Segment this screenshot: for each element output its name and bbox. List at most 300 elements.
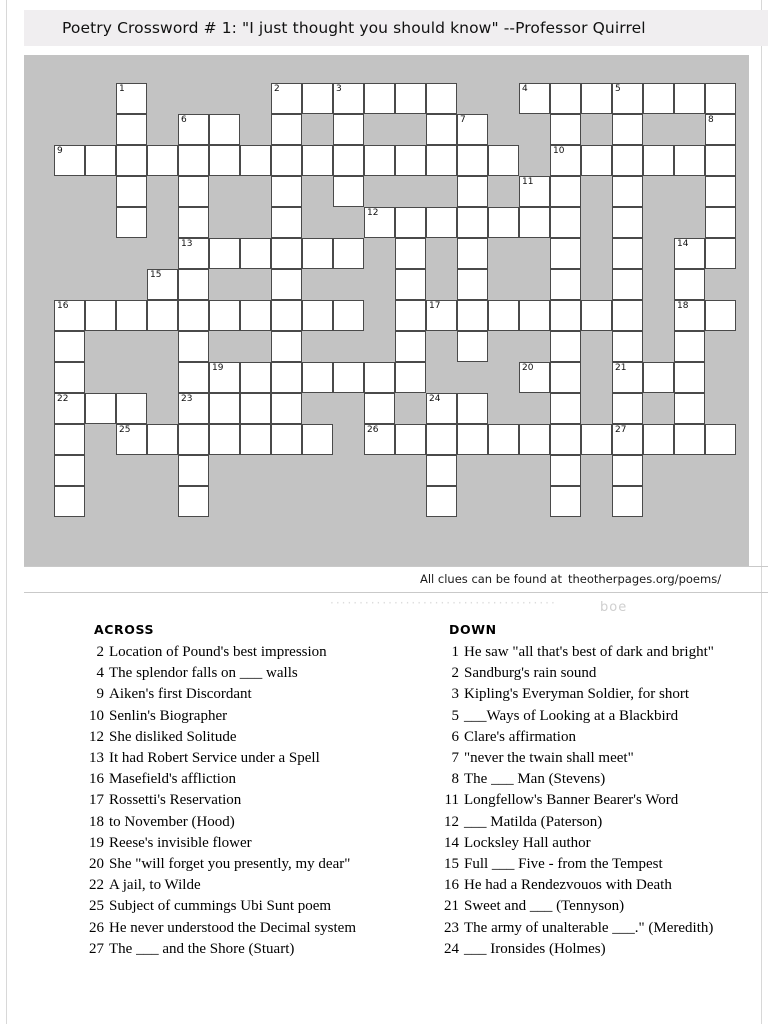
clue-item[interactable] [435, 812, 765, 833]
left-margin-rule [6, 0, 7, 1024]
clue-number: 21 [444, 898, 459, 915]
grid-cell[interactable] [705, 424, 736, 455]
cell-number: 17 [429, 301, 441, 311]
clue-number: 19 [89, 834, 104, 851]
clue-source-url[interactable]: theotherpages.org/poems/ [567, 572, 722, 586]
grid-cell[interactable] [426, 207, 457, 238]
grid-cell[interactable] [519, 362, 550, 393]
cell-number: 9 [57, 146, 63, 156]
clue-number: 24 [444, 940, 459, 957]
grid-cell[interactable] [333, 83, 364, 114]
clue-item[interactable] [435, 833, 765, 854]
clue-number: 12 [444, 813, 459, 830]
clue-item[interactable] [80, 642, 440, 663]
grid-cell[interactable] [643, 83, 674, 114]
grid-cell[interactable] [395, 207, 426, 238]
grid-cell[interactable] [178, 114, 209, 145]
grid-cell[interactable] [550, 83, 581, 114]
grid-cell[interactable] [581, 145, 612, 176]
clue-item[interactable] [80, 812, 440, 833]
clue-item[interactable] [80, 833, 440, 854]
grid-cell[interactable] [85, 393, 116, 424]
grid-cell[interactable] [116, 176, 147, 207]
clue-text: Location of Pound's best impression [109, 644, 327, 660]
grid-cell[interactable] [457, 300, 488, 331]
grid-cell[interactable] [147, 424, 178, 455]
grid-cell[interactable] [457, 331, 488, 362]
grid-cell[interactable] [395, 145, 426, 176]
grid-cell[interactable] [426, 455, 457, 486]
grid-cell[interactable] [488, 207, 519, 238]
across-clue-list [80, 642, 440, 960]
grid-cell[interactable] [54, 393, 85, 424]
cell-number: 10 [553, 146, 565, 156]
clue-text: Aiken's first Discordant [109, 686, 252, 703]
clue-number: 3 [451, 686, 459, 703]
grid-cell[interactable] [612, 455, 643, 486]
grid-cell[interactable] [612, 176, 643, 207]
clue-text: "never the twain shall meet" [464, 750, 634, 767]
grid-cell[interactable] [705, 238, 736, 269]
grid-cell[interactable] [581, 424, 612, 455]
clue-text: Sweet and ___ (Tennyson) [464, 898, 625, 915]
clue-number: 25 [89, 898, 104, 915]
clue-number: 22 [89, 877, 104, 894]
clue-text: Clare's affirmation [464, 728, 576, 745]
grid-cell[interactable] [705, 114, 736, 145]
grid-cell[interactable] [302, 83, 333, 114]
grid-cell[interactable] [147, 145, 178, 176]
faint-artifact-text: boe [600, 600, 628, 615]
grid-cell[interactable] [209, 238, 240, 269]
grid-cell[interactable] [271, 176, 302, 207]
grid-cell[interactable] [426, 486, 457, 517]
grid-cell[interactable] [209, 300, 240, 331]
grid-cell[interactable] [209, 393, 240, 424]
grid-cell[interactable] [550, 114, 581, 145]
grid-cell[interactable] [550, 331, 581, 362]
grid-cell[interactable] [178, 145, 209, 176]
grid-cell[interactable] [457, 145, 488, 176]
clue-number: 26 [89, 919, 104, 936]
grid-cell[interactable] [581, 300, 612, 331]
clue-number: 10 [89, 707, 104, 724]
cell-number: 11 [522, 177, 534, 187]
grid-cell[interactable] [333, 362, 364, 393]
grid-cell[interactable] [271, 269, 302, 300]
grid-cell[interactable] [178, 331, 209, 362]
cell-number: 24 [429, 394, 441, 404]
clue-text: The army of unalterable ___." (Meredith) [464, 919, 714, 936]
grid-cell[interactable] [271, 83, 302, 114]
grid-cell[interactable] [271, 114, 302, 145]
grid-cell[interactable] [674, 300, 705, 331]
grid-cell[interactable] [178, 238, 209, 269]
clue-item[interactable] [80, 918, 440, 939]
grid-cell[interactable] [550, 238, 581, 269]
grid-cell[interactable] [302, 300, 333, 331]
grid-cell[interactable] [116, 145, 147, 176]
grid-cell[interactable] [612, 300, 643, 331]
grid-cell[interactable] [333, 145, 364, 176]
grid-cell[interactable] [612, 486, 643, 517]
grid-cell[interactable] [612, 238, 643, 269]
clue-item[interactable] [80, 896, 440, 917]
cell-number: 5 [615, 84, 621, 94]
cell-number: 22 [57, 394, 69, 404]
grid-cell[interactable] [271, 207, 302, 238]
clue-item[interactable] [80, 875, 440, 896]
grid-cell[interactable] [271, 393, 302, 424]
cell-number: 8 [708, 115, 714, 125]
grid-cell[interactable] [457, 176, 488, 207]
clue-text: Rossetti's Reservation [109, 792, 242, 809]
grid-cell[interactable] [457, 269, 488, 300]
grid-cell[interactable] [550, 176, 581, 207]
grid-cell[interactable] [178, 393, 209, 424]
grid-cell[interactable] [116, 300, 147, 331]
grid-cell[interactable] [364, 145, 395, 176]
grid-cell[interactable] [178, 486, 209, 517]
grid-cell[interactable] [209, 145, 240, 176]
clue-item[interactable] [80, 854, 440, 875]
grid-cell[interactable] [395, 424, 426, 455]
cell-number: 12 [367, 208, 379, 218]
clue-number: 16 [89, 771, 104, 788]
grid-cell[interactable] [550, 486, 581, 517]
grid-cell[interactable] [271, 145, 302, 176]
cell-number: 6 [181, 115, 187, 125]
clue-item[interactable] [435, 790, 765, 811]
grid-cell[interactable] [302, 362, 333, 393]
clue-number: 1 [451, 644, 459, 660]
clue-text: Kipling's Everyman Soldier, for short [464, 686, 689, 703]
grid-cell[interactable] [426, 114, 457, 145]
grid-cell[interactable] [271, 424, 302, 455]
grid-cell[interactable] [457, 393, 488, 424]
cell-number: 14 [677, 239, 689, 249]
clue-item[interactable] [435, 663, 765, 684]
grid-cell[interactable] [674, 269, 705, 300]
clue-item[interactable] [435, 769, 765, 790]
grid-cell[interactable] [240, 300, 271, 331]
grid-cell[interactable] [550, 424, 581, 455]
clue-text: ___Ways of Looking at a Blackbird [464, 707, 679, 724]
clue-item[interactable] [80, 939, 440, 960]
grid-cell[interactable] [178, 362, 209, 393]
grid-cell[interactable] [457, 207, 488, 238]
grid-cell[interactable] [519, 83, 550, 114]
grid-cell[interactable] [271, 362, 302, 393]
clue-text: ___ Matilda (Paterson) [464, 813, 603, 830]
grid-cell[interactable] [85, 300, 116, 331]
grid-cell[interactable] [674, 393, 705, 424]
clue-text: Longfellow's Banner Bearer's Word [464, 792, 679, 809]
cell-number: 23 [181, 394, 193, 404]
grid-cell[interactable] [550, 145, 581, 176]
grid-cell[interactable] [426, 393, 457, 424]
grid-cell[interactable] [364, 207, 395, 238]
grid-cell[interactable] [178, 269, 209, 300]
clue-item[interactable] [80, 790, 440, 811]
grid-cell[interactable] [209, 114, 240, 145]
clue-number: 27 [89, 940, 104, 957]
across-heading: ACROSS [94, 622, 155, 637]
grid-cell[interactable] [364, 393, 395, 424]
grid-cell[interactable] [612, 331, 643, 362]
across-column [80, 622, 440, 960]
clue-item[interactable] [435, 642, 765, 663]
clue-source-text: All clues can be found at [420, 572, 562, 586]
clue-item[interactable] [80, 748, 440, 769]
clue-number: 7 [451, 750, 459, 767]
clue-text: The ___ Man (Stevens) [464, 771, 606, 788]
grid-cell[interactable] [581, 83, 612, 114]
clue-text: The ___ and the Shore (Stuart) [109, 940, 295, 957]
grid-cell[interactable] [457, 114, 488, 145]
grid-cell[interactable] [612, 269, 643, 300]
grid-cell[interactable] [395, 362, 426, 393]
cell-number: 19 [212, 363, 224, 373]
grid-cell[interactable] [612, 362, 643, 393]
grid-cell[interactable] [457, 424, 488, 455]
clue-text: The splendor falls on ___ walls [109, 665, 298, 682]
page-title: Poetry Crossword # 1: "I just thought you should know" --Professor Quirrel [62, 19, 646, 37]
clue-item[interactable] [435, 684, 765, 705]
grid-cell[interactable] [302, 145, 333, 176]
clue-number: 13 [89, 750, 104, 767]
clue-text: It had Robert Service under a Spell [109, 750, 320, 767]
clue-item[interactable] [80, 706, 440, 727]
grid-cell[interactable] [643, 362, 674, 393]
clue-text: She "will forget you presently, my dear" [109, 856, 351, 873]
grid-cell[interactable] [674, 145, 705, 176]
grid-cell[interactable] [54, 300, 85, 331]
grid-cell[interactable] [116, 207, 147, 238]
clue-number: 17 [89, 792, 104, 809]
grid-cell[interactable] [426, 300, 457, 331]
clue-text: Reese's invisible flower [109, 834, 252, 851]
grid-cell[interactable] [674, 424, 705, 455]
clue-text: He never understood the Decimal system [109, 919, 357, 936]
clue-item[interactable] [80, 769, 440, 790]
grid-cell[interactable] [240, 145, 271, 176]
clue-item[interactable] [435, 854, 765, 875]
grid-cell[interactable] [674, 238, 705, 269]
cell-number: 25 [119, 425, 131, 435]
clue-text: A jail, to Wilde [109, 877, 201, 894]
clue-number: 12 [89, 728, 104, 745]
grid-cell[interactable] [333, 114, 364, 145]
grid-cell[interactable] [612, 83, 643, 114]
grid-cell[interactable] [426, 424, 457, 455]
cell-number: 13 [181, 239, 193, 249]
clue-text: Masefield's affliction [109, 771, 236, 788]
grid-cell[interactable] [333, 238, 364, 269]
cell-number: 2 [274, 84, 280, 94]
clue-text: He had a Rendezvouos with Death [464, 877, 672, 894]
grid-cell[interactable] [705, 207, 736, 238]
grid-cell[interactable] [612, 145, 643, 176]
grid-cell[interactable] [705, 300, 736, 331]
grid-cell[interactable] [488, 424, 519, 455]
cell-number: 21 [615, 363, 627, 373]
grid-cell[interactable] [519, 424, 550, 455]
clue-item[interactable] [435, 896, 765, 917]
down-column [435, 622, 765, 960]
cell-number: 26 [367, 425, 379, 435]
down-heading: DOWN [449, 622, 497, 637]
crossword-grid[interactable] [24, 55, 749, 567]
grid-cell[interactable] [240, 424, 271, 455]
grid-cell[interactable] [147, 269, 178, 300]
grid-cell[interactable] [612, 424, 643, 455]
clue-item[interactable] [80, 727, 440, 748]
grid-cell[interactable] [54, 331, 85, 362]
grid-cell[interactable] [612, 393, 643, 424]
grid-cell[interactable] [85, 145, 116, 176]
grid-cell[interactable] [705, 176, 736, 207]
grid-cell[interactable] [364, 83, 395, 114]
cell-number: 16 [57, 301, 69, 311]
grid-cell[interactable] [54, 362, 85, 393]
grid-cell[interactable] [550, 207, 581, 238]
clue-item[interactable] [435, 706, 765, 727]
clue-item[interactable] [435, 875, 765, 896]
clue-item[interactable] [80, 684, 440, 705]
grid-cell[interactable] [302, 238, 333, 269]
grid-cell[interactable] [395, 269, 426, 300]
grid-cell[interactable] [643, 424, 674, 455]
cell-number: 3 [336, 84, 342, 94]
grid-cell[interactable] [674, 331, 705, 362]
grid-cell[interactable] [395, 238, 426, 269]
clue-number: 11 [444, 792, 459, 809]
clue-number: 2 [451, 665, 459, 682]
clue-item[interactable] [435, 748, 765, 769]
grid-cell[interactable] [519, 176, 550, 207]
cell-number: 1 [119, 84, 125, 94]
clue-item[interactable] [435, 918, 765, 939]
clue-number: 15 [444, 856, 459, 873]
clue-number: 16 [444, 877, 459, 894]
clue-text: Senlin's Biographer [109, 707, 228, 724]
grid-cell[interactable] [116, 114, 147, 145]
grid-cell[interactable] [116, 393, 147, 424]
grid-cell[interactable] [178, 300, 209, 331]
grid-cell[interactable] [519, 300, 550, 331]
clue-item[interactable] [80, 663, 440, 684]
grid-cell[interactable] [178, 424, 209, 455]
grid-cell[interactable] [364, 424, 395, 455]
clue-text: to November (Hood) [109, 813, 235, 830]
grid-cell[interactable] [240, 362, 271, 393]
clue-text: Subject of cummings Ubi Sunt poem [109, 898, 332, 915]
clue-text: Sandburg's rain sound [464, 665, 597, 682]
grid-cell[interactable] [333, 300, 364, 331]
grid-cell[interactable] [550, 362, 581, 393]
cell-number: 15 [150, 270, 162, 280]
clue-number: 8 [451, 771, 459, 788]
clue-item[interactable] [435, 939, 765, 960]
grid-cell[interactable] [209, 424, 240, 455]
grid-cell[interactable] [147, 300, 178, 331]
grid-cell[interactable] [395, 83, 426, 114]
divider-bottom [24, 592, 768, 593]
grid-cell[interactable] [116, 424, 147, 455]
grid-cell[interactable] [395, 331, 426, 362]
grid-cell[interactable] [674, 83, 705, 114]
page-title-bar [24, 10, 768, 46]
grid-cell[interactable] [116, 83, 147, 114]
grid-cell[interactable] [705, 145, 736, 176]
grid-cell[interactable] [271, 331, 302, 362]
grid-cell[interactable] [302, 424, 333, 455]
cell-number: 7 [460, 115, 466, 125]
cell-number: 20 [522, 363, 534, 373]
grid-cell[interactable] [426, 145, 457, 176]
grid-cell[interactable] [271, 300, 302, 331]
grid-cell[interactable] [178, 455, 209, 486]
grid-cell[interactable] [488, 300, 519, 331]
grid-cell[interactable] [395, 300, 426, 331]
grid-cell[interactable] [240, 238, 271, 269]
clue-text: Locksley Hall author [464, 834, 591, 851]
grid-cell[interactable] [550, 269, 581, 300]
down-clue-list [435, 642, 765, 960]
grid-cell[interactable] [705, 83, 736, 114]
grid-cell[interactable] [54, 145, 85, 176]
grid-cell[interactable] [550, 455, 581, 486]
grid-cell[interactable] [612, 114, 643, 145]
clue-text: Full ___ Five - from the Tempest [464, 856, 663, 873]
grid-cell[interactable] [333, 176, 364, 207]
grid-cell[interactable] [364, 362, 395, 393]
grid-cell[interactable] [178, 176, 209, 207]
cell-number: 27 [615, 425, 627, 435]
clue-number: 14 [444, 834, 459, 851]
clue-number: 2 [96, 644, 104, 660]
grid-cell[interactable] [550, 393, 581, 424]
grid-cell[interactable] [54, 455, 85, 486]
grid-cell[interactable] [271, 238, 302, 269]
clue-text: She disliked Solitude [109, 728, 237, 745]
grid-cell[interactable] [612, 207, 643, 238]
grid-cell[interactable] [209, 362, 240, 393]
grid-cell[interactable] [426, 83, 457, 114]
grid-cell[interactable] [54, 486, 85, 517]
grid-cell[interactable] [54, 424, 85, 455]
grid-cell[interactable] [457, 238, 488, 269]
grid-cell[interactable] [550, 300, 581, 331]
grid-cell[interactable] [240, 393, 271, 424]
clue-text: He saw "all that's best of dark and bright" [464, 644, 714, 660]
clue-number: 23 [444, 919, 459, 936]
clue-item[interactable] [435, 727, 765, 748]
clue-number: 20 [89, 856, 104, 873]
grid-cell[interactable] [488, 145, 519, 176]
clue-source-note [420, 572, 721, 586]
clue-number: 5 [451, 707, 459, 724]
grid-cell[interactable] [674, 362, 705, 393]
grid-cell[interactable] [643, 145, 674, 176]
grid-cell[interactable] [519, 207, 550, 238]
grid-cell[interactable] [178, 207, 209, 238]
clue-number: 4 [96, 665, 104, 682]
divider-top [24, 566, 768, 567]
clue-number: 6 [451, 728, 459, 745]
clue-number: 9 [96, 686, 104, 703]
